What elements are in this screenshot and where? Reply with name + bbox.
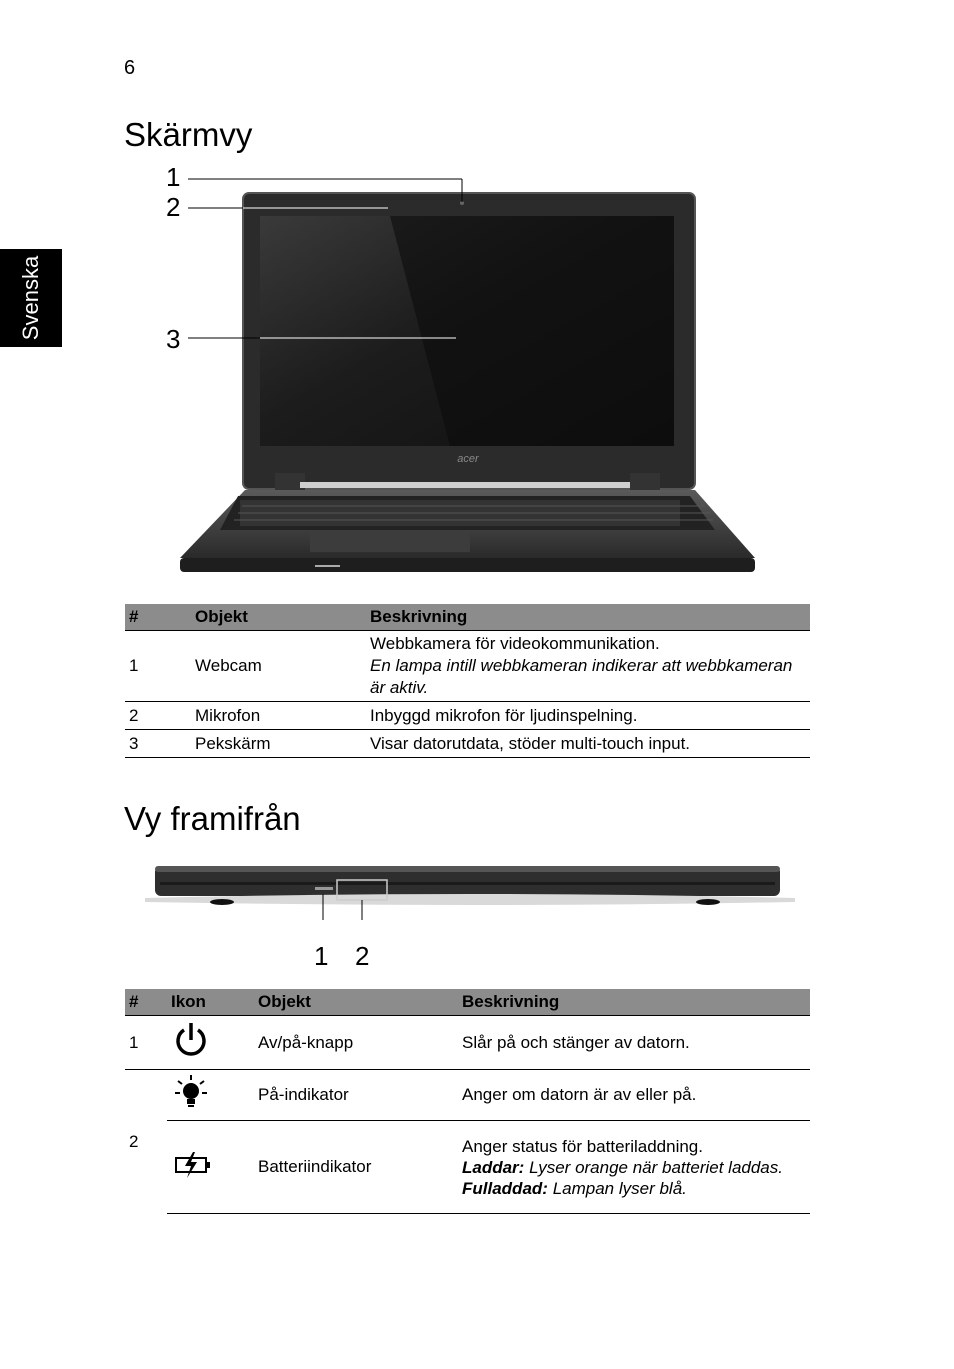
table-header-row (125, 604, 810, 631)
table-row (125, 1070, 810, 1121)
header-num: # (125, 989, 167, 1016)
language-tab (0, 249, 62, 347)
description-text: Webbkamera för videokommunikation. (370, 634, 660, 653)
power-indicator-icon (167, 1070, 254, 1121)
table-row (125, 631, 810, 702)
row-num: 2 (125, 702, 191, 730)
row-num: 1 (125, 631, 191, 702)
row-num: 2 (125, 1070, 167, 1214)
callout-2: 2 (166, 192, 181, 222)
full-label: Fulladdad: (462, 1178, 548, 1198)
front-callout-1: 1 (314, 941, 329, 971)
header-icon: Ikon (167, 989, 254, 1016)
row-num: 1 (125, 1016, 167, 1070)
table-row (125, 1016, 810, 1070)
brand-logo: acer (457, 453, 479, 465)
header-object: Objekt (191, 604, 366, 631)
row-description (458, 1121, 810, 1214)
language-tab-label: Svenska (18, 255, 43, 341)
battery-icon (167, 1121, 254, 1214)
row-object: Batteriindikator (254, 1121, 458, 1214)
header-description: Beskrivning (366, 604, 810, 631)
header-description: Beskrivning (458, 989, 810, 1016)
laptop-front-illustration (140, 860, 800, 920)
row-description: Anger om datorn är av eller på. (458, 1070, 810, 1121)
front-view-table (125, 989, 810, 1214)
row-num: 3 (125, 730, 191, 758)
row-object: Pekskärm (191, 730, 366, 758)
row-object: Webcam (191, 631, 366, 702)
row-object: Mikrofon (191, 702, 366, 730)
full-note (462, 1178, 806, 1199)
full-text: Lampan lyser blå. (552, 1178, 687, 1198)
description-text: Anger status för batteriladdning. (462, 1136, 703, 1156)
header-num: # (125, 604, 191, 631)
row-description (366, 631, 810, 702)
callout-1: 1 (166, 162, 181, 192)
table-header-row (125, 989, 810, 1016)
row-description: Visar datorutdata, stöder multi-touch input. (366, 730, 810, 758)
laptop-open-illustration (150, 160, 790, 585)
front-view-heading: Vy framifrån (124, 800, 301, 837)
front-callout-2: 2 (355, 941, 370, 971)
power-icon (167, 1016, 254, 1070)
row-object: Av/på-knapp (254, 1016, 458, 1070)
row-description: Slår på och stänger av datorn. (458, 1016, 810, 1070)
screen-view-table (125, 604, 810, 758)
row-description: Inbyggd mikrofon för ljudinspelning. (366, 702, 810, 730)
header-object: Objekt (254, 989, 458, 1016)
table-row (125, 702, 810, 730)
description-note: En lampa intill webbkameran indikerar att webbkameran är aktiv. (370, 656, 793, 697)
row-object: På-indikator (254, 1070, 458, 1121)
charging-note (462, 1157, 806, 1178)
screen-view-heading: Skärmvy (124, 116, 253, 153)
callout-3: 3 (166, 324, 181, 354)
table-row (125, 1121, 810, 1214)
table-row (125, 730, 810, 758)
page-number: 6 (124, 57, 136, 79)
charging-label: Laddar: (462, 1157, 525, 1177)
charging-text: Lyser orange när batteriet laddas. (529, 1157, 783, 1177)
